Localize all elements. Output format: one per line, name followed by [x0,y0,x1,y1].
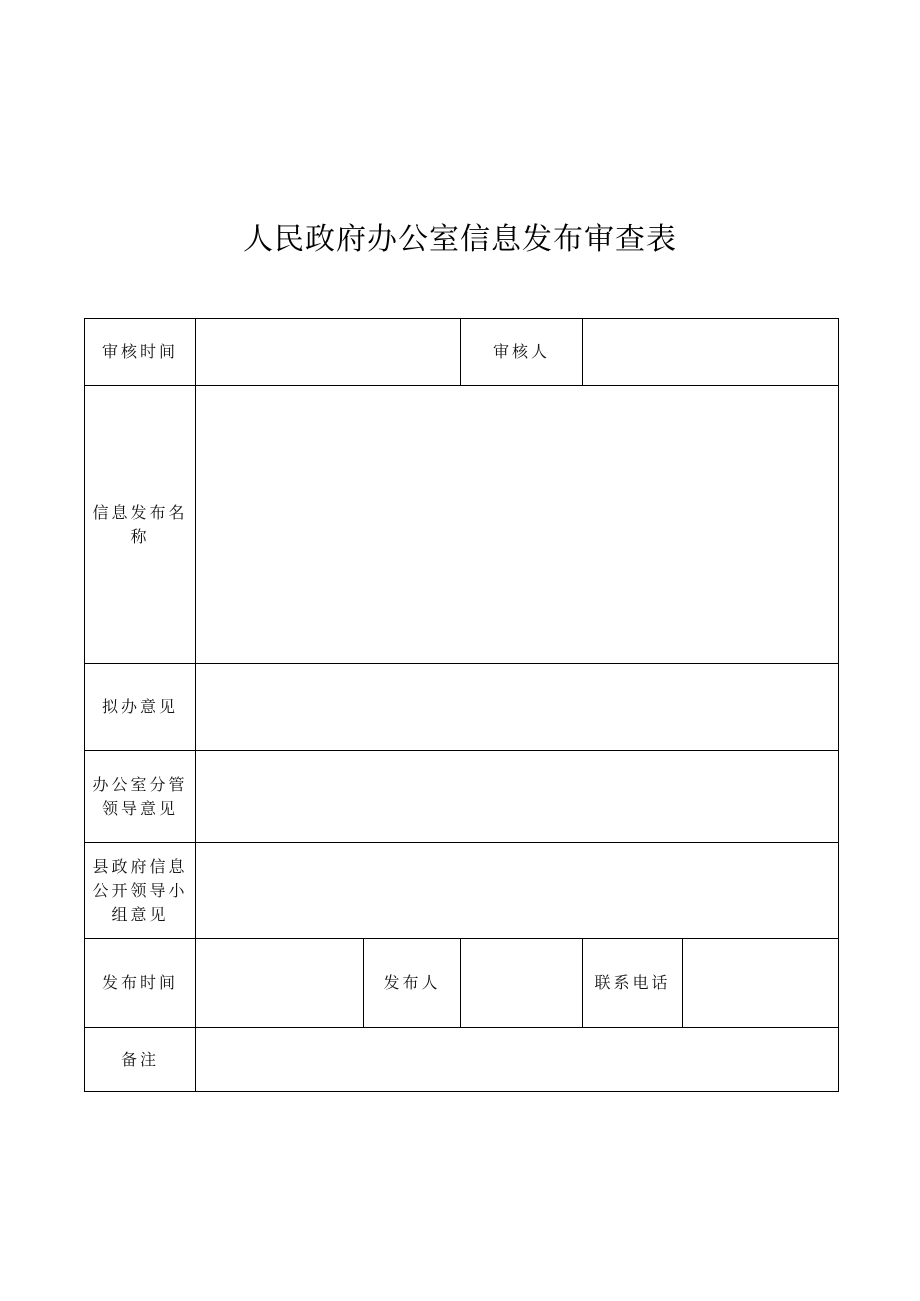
info-name-field[interactable] [196,386,839,664]
remarks-label: 备注 [85,1028,196,1092]
office-leader-opinion-row [85,751,839,843]
draft-opinion-field[interactable] [196,664,839,751]
review-time-label: 审核时间 [85,319,196,386]
office-leader-opinion-label: 办公室分管领导意见 [85,751,196,843]
publish-row [85,939,839,1028]
reviewer-field[interactable] [583,319,839,386]
publisher-label: 发布人 [364,939,461,1028]
group-opinion-label: 县政府信息公开领导小组意见 [85,843,196,939]
phone-label: 联系电话 [583,939,683,1028]
reviewer-label: 审核人 [461,319,583,386]
office-leader-opinion-field[interactable] [196,751,839,843]
remarks-row [85,1028,839,1092]
review-row [85,319,839,386]
publish-time-field[interactable] [196,939,364,1028]
group-opinion-field[interactable] [196,843,839,939]
page-title: 人民政府办公室信息发布审查表 [243,222,677,257]
info-name-label: 信息发布名称 [85,386,196,664]
review-form-table [84,318,839,1092]
publisher-field[interactable] [461,939,583,1028]
draft-opinion-row [85,664,839,751]
review-time-field[interactable] [196,319,461,386]
phone-field[interactable] [683,939,839,1028]
group-opinion-row [85,843,839,939]
remarks-field[interactable] [196,1028,839,1092]
info-name-row [85,386,839,664]
publish-time-label: 发布时间 [85,939,196,1028]
draft-opinion-label: 拟办意见 [85,664,196,751]
